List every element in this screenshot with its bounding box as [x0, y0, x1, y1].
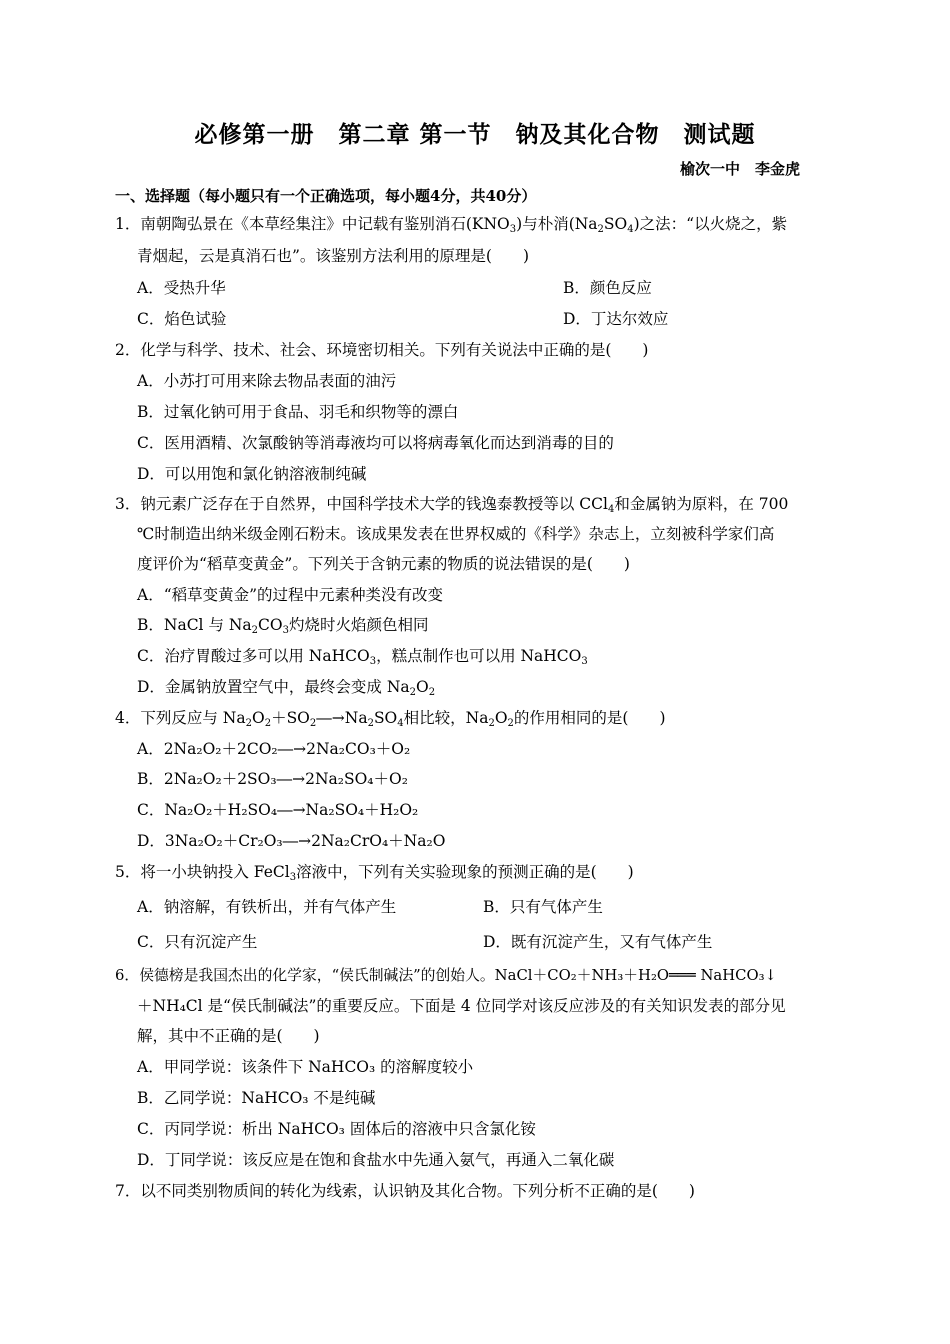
q3-option-c: C．治疗胃酸过多可以用 NaHCO$_3$，糕点制作也可以用 NaHCO$_3$	[137, 647, 588, 667]
q3-option-b: B．NaCl 与 $Na_2CO_3$灼烧时火焰颜色相同	[137, 616, 429, 636]
author-line: 榆次一中 李金虎	[679, 160, 800, 178]
page-title: 必修第一册 第二章 第一节 钠及其化合物 测试题	[194, 121, 756, 148]
q5-option-b: B．只有气体产生	[483, 898, 603, 916]
q3-stem-line2: ℃时制造出纳米级金刚石粉末。该成果发表在世界权威的《科学》杂志上，立刻被科学家们高	[137, 525, 775, 543]
q3-stem-line3: 度评价为“稻草变黄金”。下列关于含钠元素的物质的说法错误的是( )	[137, 555, 630, 573]
q4-stem: 4．下列反应与 $Na_2O_2+SO_2―\to Na_2SO_4$相比较，$Na_2O_2$的作用相同的是( )	[115, 709, 666, 729]
q4-option-c: C．Na₂O₂＋H₂SO₄―→Na₂SO₄＋H₂O₂	[137, 801, 419, 819]
q5-option-c: C．只有沉淀产生	[137, 933, 258, 951]
q5-option-d: D．既有沉淀产生，又有气体产生	[483, 933, 713, 951]
q6-option-b: B．乙同学说：NaHCO₃ 不是纯碱	[137, 1089, 376, 1107]
q1-option-c: C．焰色试验	[137, 310, 227, 328]
q1-stem-line1: 1．南朝陶弘景在《本草经集注》中记载有鉴别消石$(KNO_3)$与朴消$(Na_2SO_4)$之法：“以火烧之，紫	[115, 215, 788, 235]
q6-stem-line1: 6．侯德榜是我国杰出的化学家，“侯氏制碱法”的创始人。NaCl＋CO₂＋NH₃＋H₂O═══ NaHCO₃↓	[115, 967, 777, 984]
q2-option-c: C．医用酒精、次氯酸钠等消毒液均可以将病毒氧化而达到消毒的目的	[137, 434, 614, 452]
q1-option-b: B．颜色反应	[563, 279, 652, 297]
q6-stem-line3: 解，其中不正确的是( )	[137, 1027, 320, 1045]
q2-option-d: D．可以用饱和氯化钠溶液制纯碱	[137, 465, 367, 483]
q2-stem: 2．化学与科学、技术、社会、环境密切相关。下列有关说法中正确的是( )	[115, 341, 649, 359]
q5-option-a: A．钠溶解，有铁析出，并有气体产生	[137, 898, 397, 916]
q3-option-d: D．金属钠放置空气中，最终会变成 $Na_2O_2$	[137, 678, 436, 698]
q4-option-a: A．2Na₂O₂＋2CO₂―→2Na₂CO₃＋O₂	[137, 740, 411, 758]
q4-option-d: D．3Na₂O₂＋Cr₂O₃―→2Na₂CrO₄＋Na₂O	[137, 832, 446, 850]
q6-option-c: C．丙同学说：析出 NaHCO₃ 固体后的溶液中只含氯化铵	[137, 1120, 536, 1138]
q5-stem: 5．将一小块钠投入 FeCl$_3$溶液中，下列有关实验现象的预测正确的是( )	[115, 863, 634, 883]
q7-stem: 7．以不同类别物质间的转化为线索，认识钠及其化合物。下列分析不正确的是( )	[115, 1182, 695, 1200]
q1-stem-line2: 青烟起，云是真消石也”。该鉴别方法利用的原理是( )	[137, 247, 530, 265]
q1-option-a: A．受热升华	[137, 279, 226, 297]
q3-option-a: A．“稻草变黄金”的过程中元素种类没有改变	[137, 586, 444, 604]
q1-option-d: D．丁达尔效应	[563, 310, 669, 328]
q2-option-b: B．过氧化钠可用于食品、羽毛和织物等的漂白	[137, 403, 459, 421]
q6-stem-line2: ＋NH₄Cl 是“侯氏制碱法”的重要反应。下面是 4 位同学对该反应涉及的有关知识发表的部分见	[137, 997, 786, 1015]
section-heading: 一、选择题（每小题只有一个正确选项，每小题4分，共40分）	[115, 187, 537, 205]
q6-option-a: A．甲同学说：该条件下 NaHCO₃ 的溶解度较小	[137, 1058, 474, 1076]
q4-option-b: B．2Na₂O₂＋2SO₃―→2Na₂SO₄＋O₂	[137, 770, 408, 788]
q6-option-d: D．丁同学说：该反应是在饱和食盐水中先通入氨气，再通入二氧化碳	[137, 1151, 615, 1169]
q2-option-a: A．小苏打可用来除去物品表面的油污	[137, 372, 397, 390]
q3-stem-line1: 3．钠元素广泛存在于自然界，中国科学技术大学的钱逸泰教授等以 CCl$_4$和金属钠为原料，在 700	[115, 495, 789, 515]
